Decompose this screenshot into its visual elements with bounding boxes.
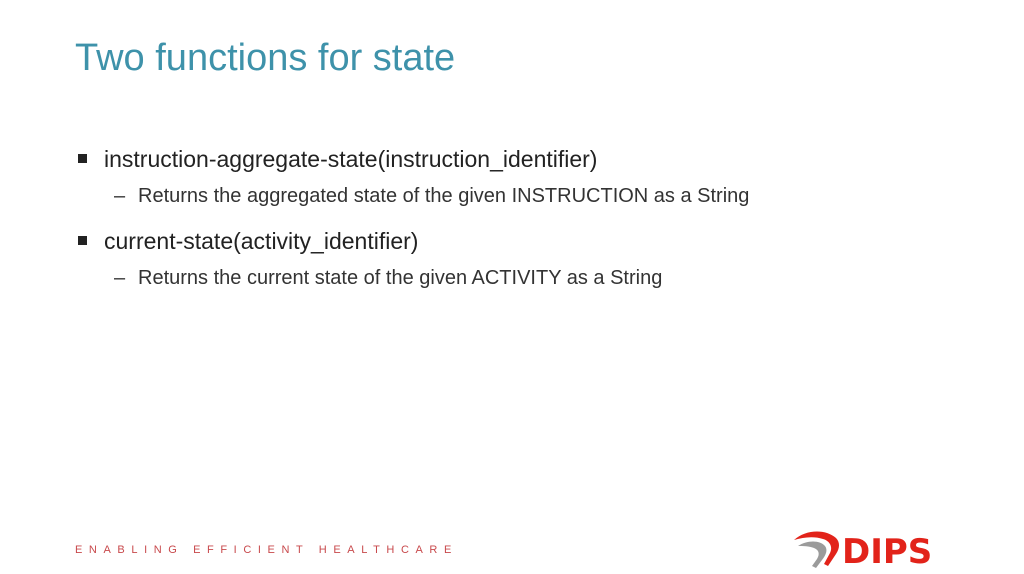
square-bullet-icon [78,154,87,163]
bullet-text: current-state(activity_identifier) [104,228,419,254]
bullet-text: instruction-aggregate-state(instruction_identifier) [104,146,598,172]
sub-bullet-item [76,180,996,222]
bullet-item [76,222,996,262]
dash-marker: – [114,267,126,289]
dips-swoosh-icon [794,531,839,568]
sub-bullet-text: Returns the aggregated state of the given INSTRUCTION as a String [138,185,750,207]
sub-bullet-text: Returns the current state of the given ACTIVITY as a String [138,267,663,289]
slide-title: Two functions for state [75,37,456,79]
sub-bullet-item [76,262,996,304]
bullet-list [76,140,996,304]
square-bullet-icon [78,236,87,245]
footer-tagline: ENABLING EFFICIENT HEALTHCARE [75,544,458,556]
dash-marker: – [114,185,126,207]
bullet-item [76,140,996,180]
logo-wordmark: DIPS [842,532,933,572]
dips-logo [792,526,954,572]
